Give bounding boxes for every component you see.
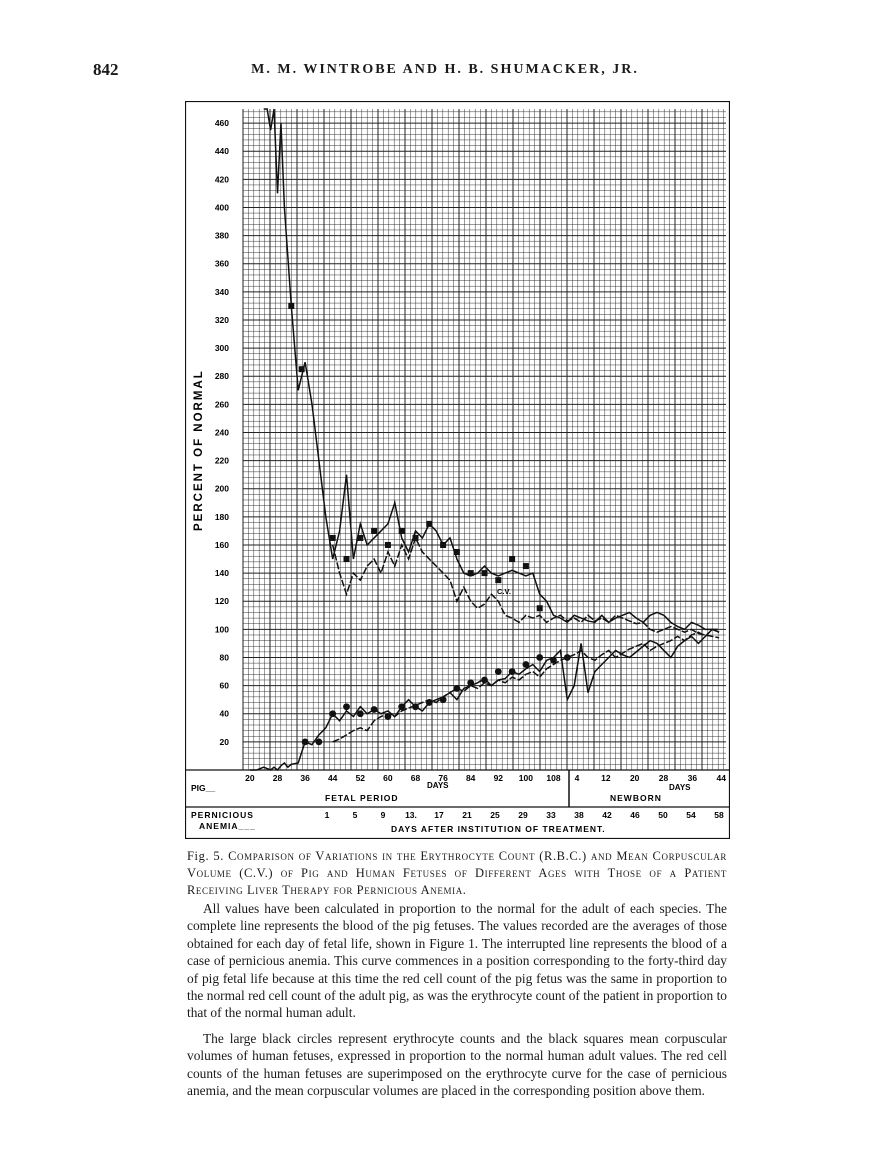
pig-newborn-tick: 36 [687, 773, 698, 783]
pig-fetal-tick: 92 [493, 773, 504, 783]
running-head: M. M. WINTROBE AND H. B. SHUMACKER, JR. [251, 62, 639, 77]
days-label-fetal: DAYS [427, 781, 449, 790]
body-paragraph-1 [187, 900, 727, 1022]
pig-tick-labels [245, 773, 726, 783]
pig-fetal-tick: 44 [327, 773, 338, 783]
pig-fetal-tick: 28 [272, 773, 283, 783]
rbc-circle-marker [509, 668, 516, 675]
y-tick-labels [215, 118, 229, 747]
y-tick-label: 140 [214, 568, 229, 579]
newborn-label: NEWBORN [610, 793, 662, 803]
pernicious-label: PERNICIOUS [191, 810, 254, 820]
y-tick-label: 200 [214, 483, 229, 494]
cv-square-marker [385, 542, 391, 548]
anemia-tick-labels [325, 810, 724, 820]
rbc-circle-marker [343, 703, 350, 710]
rbc-circle-marker [385, 713, 392, 720]
y-tick-label: 60 [219, 680, 229, 691]
y-tick-label: 160 [214, 539, 229, 550]
anemia-day-tick: 38 [574, 810, 584, 820]
anemia-day-tick: 25 [490, 810, 500, 820]
anemia-day-tick: 42 [602, 810, 612, 820]
pig-fetal-tick: 60 [383, 773, 393, 783]
rbc-circle-marker [398, 703, 405, 710]
rbc-circle-marker [357, 710, 364, 717]
cv-annotation: C.V. [497, 587, 511, 596]
rbc-circle-marker [454, 685, 461, 692]
cv-square-marker [357, 535, 363, 541]
paragraph-text: All values have been calculated in proportion to the normal for the adult of each species. The complete line represents the blood of the pig fetuses. The values recorded are the averages of those obtained for each day of fetal life, shown in Figure 1. The interrupted line represents the blood of a case of pernicious anemia. This curve commences in a position corresponding to the forty-third day of pig fetal life because at this time the red cell count of the pig fetus was the same in proportion to the normal red cell count of the adult pig, as was the erythrocyte count of the patient in proportion to that of the normal human adult. [187, 901, 727, 1021]
caption-text: Comparison of Variations in the Erythrocyte Count (R.B.C.) and Mean Corpuscular Volume (C.V.) of Pig and Human Fetuses of Different Ages with Those of a Patient Receiving Liver Therapy for Pernicious Anemia. [187, 849, 727, 897]
y-tick-label: 120 [214, 596, 229, 607]
pig-row-label: PIG__ [191, 783, 216, 793]
y-tick-label: 100 [214, 624, 229, 635]
rbc-circle-marker [426, 699, 433, 706]
y-tick-label: 260 [214, 399, 229, 410]
chart-grid [243, 109, 726, 770]
rbc-circle-marker [316, 738, 323, 745]
rbc-circle-marker [329, 710, 336, 717]
x-axis-panel [185, 770, 730, 834]
fetal-period-label: FETAL PERIOD [325, 793, 399, 803]
days-label-newborn: DAYS [669, 783, 691, 792]
anemia-day-tick: 1 [324, 810, 330, 820]
cv-square-marker [440, 542, 446, 548]
body-paragraph-2 [187, 1030, 727, 1100]
cv-square-marker [495, 577, 501, 583]
y-tick-label: 40 [219, 708, 229, 719]
cv-square-marker [509, 556, 515, 562]
y-tick-label: 280 [214, 371, 229, 382]
anemia-day-tick: 33 [546, 810, 556, 820]
days-after-label: DAYS AFTER INSTITUTION OF TREATMENT. [391, 824, 606, 834]
anemia-day-tick: 54 [686, 810, 696, 820]
cv-square-marker [344, 556, 350, 562]
pig-newborn-tick: 4 [574, 773, 580, 783]
rbc-circle-marker [440, 696, 447, 703]
cv-square-marker [299, 366, 305, 372]
pig-fetal-tick: 68 [410, 773, 421, 783]
y-tick-label: 20 [219, 736, 229, 747]
cv-square-marker [288, 303, 294, 309]
y-tick-label: 240 [214, 427, 229, 438]
anemia-day-tick: 58 [714, 810, 724, 820]
anemia-day-tick: 9 [380, 810, 386, 820]
y-tick-label: 180 [214, 511, 229, 522]
rbc-circle-marker [412, 703, 419, 710]
y-tick-label: 340 [214, 286, 229, 297]
series-line-1 [250, 629, 719, 770]
y-tick-label: 80 [219, 652, 229, 663]
y-tick-label: 360 [214, 258, 229, 269]
rbc-circle-marker [564, 654, 571, 661]
rbc-circle-marker [467, 679, 474, 686]
cv-square-marker [399, 528, 405, 534]
anemia-day-tick: 17 [434, 810, 444, 820]
page-header [0, 60, 890, 84]
cv-square-marker [426, 521, 432, 527]
anemia-day-tick: 13. [405, 810, 417, 820]
anemia-day-tick: 50 [658, 810, 668, 820]
y-tick-label: 420 [214, 174, 229, 185]
anemia-day-tick: 46 [630, 810, 640, 820]
rbc-circle-marker [523, 661, 530, 668]
y-tick-label: 380 [214, 230, 229, 241]
pig-fetal-tick: 100 [518, 773, 533, 783]
marker-layer [288, 303, 570, 745]
rbc-circle-marker [302, 738, 309, 745]
pig-newborn-tick: 12 [601, 773, 611, 783]
series-layer [250, 109, 719, 770]
y-tick-label: 320 [214, 314, 229, 325]
anemia-label: ANEMIA___ [199, 821, 256, 831]
y-tick-label: 220 [214, 455, 229, 466]
rbc-circle-marker [536, 654, 543, 661]
y-axis-label: PERCENT OF NORMAL [193, 369, 205, 531]
y-tick-label: 460 [214, 118, 229, 129]
pig-fetal-tick: 52 [355, 773, 366, 783]
cv-square-marker [371, 528, 377, 534]
pig-newborn-tick: 28 [658, 773, 669, 783]
cv-square-marker [523, 563, 529, 569]
rbc-circle-marker [495, 668, 502, 675]
pig-newborn-tick: 20 [629, 773, 640, 783]
pig-fetal-tick: 76 [438, 773, 448, 783]
caption-label: Fig. 5. [187, 849, 224, 863]
pig-fetal-tick: 108 [546, 773, 561, 783]
y-tick-label: 440 [214, 146, 229, 157]
cv-square-marker [482, 570, 488, 576]
rbc-circle-marker [371, 706, 378, 713]
cv-square-marker [537, 605, 543, 611]
y-tick-label: 400 [214, 202, 229, 213]
pig-fetal-tick: 20 [245, 773, 255, 783]
anemia-day-tick: 29 [518, 810, 528, 820]
rbc-circle-marker [481, 677, 488, 684]
anemia-day-tick: 21 [462, 810, 472, 820]
cv-square-marker [454, 549, 460, 555]
cv-square-marker [413, 535, 419, 541]
series-line-4 [333, 538, 719, 638]
pig-newborn-tick: 44 [716, 773, 726, 783]
rbc-circle-marker [550, 657, 557, 664]
pig-fetal-tick: 36 [300, 773, 310, 783]
pig-fetal-tick: 84 [465, 773, 476, 783]
y-tick-label: 300 [214, 343, 229, 354]
figure-caption [187, 848, 727, 899]
paragraph-text: The large black circles represent erythrocyte counts and the black squares mean corpuscular volumes of human fetuses, expressed in proportion to the normal human adult values. The red cell counts of the human fetuses are superimposed on the erythrocyte curve for the case of pernicious anemia, and the mean corpuscular volumes are placed in the corresponding position above them. [187, 1031, 727, 1099]
page-number: 842 [93, 60, 119, 79]
cv-square-marker [468, 570, 474, 576]
cv-square-marker [330, 535, 336, 541]
figure-chart [185, 101, 730, 839]
anemia-day-tick: 5 [352, 810, 358, 820]
